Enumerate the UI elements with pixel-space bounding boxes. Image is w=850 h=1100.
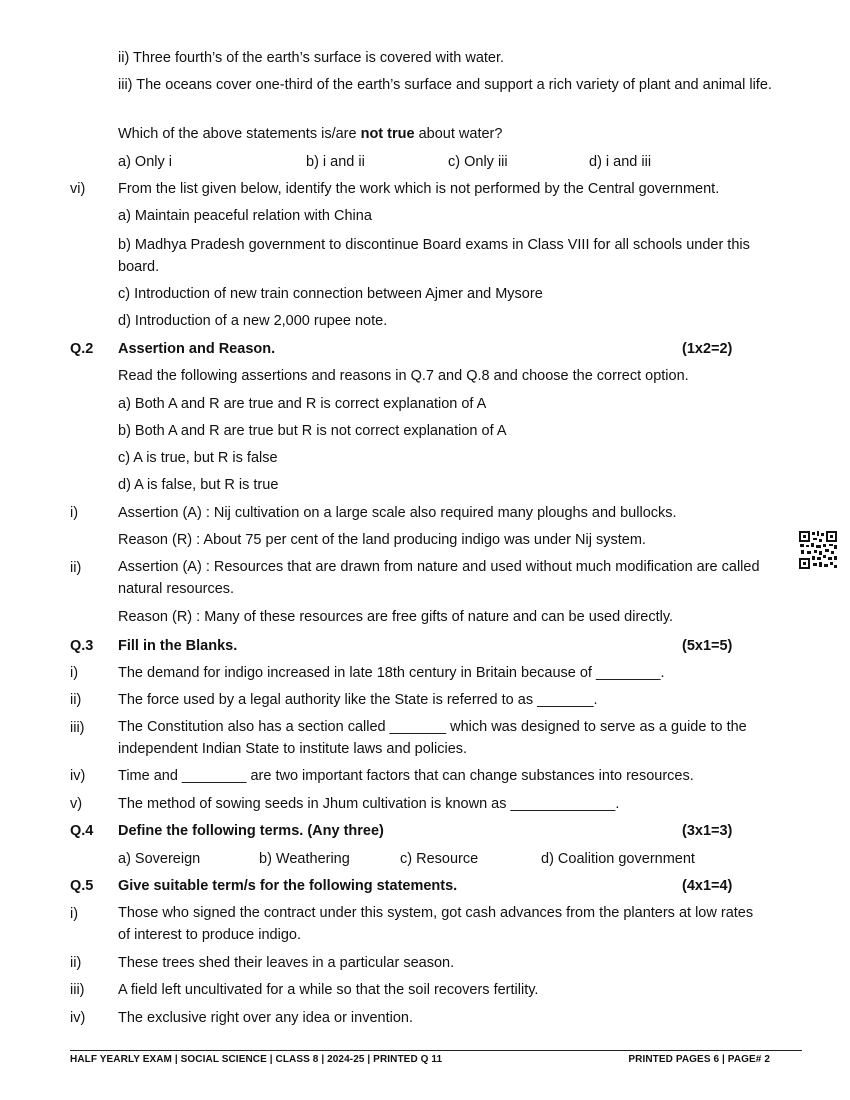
q3-item-number: v) bbox=[70, 796, 83, 812]
q2-number: Q.2 bbox=[70, 341, 94, 357]
option-b: b) i and ii bbox=[306, 154, 365, 170]
statement-iii: iii) The oceans cover one-third of the earth’s surface and support a rich variety of plant and animal life. bbox=[118, 77, 772, 93]
q2-i-assertion: Assertion (A) : Nij cultivation on a large scale also required many ploughs and bullocks. bbox=[118, 505, 677, 521]
q3-item-text: The method of sowing seeds in Jhum cultivation is known as _____________. bbox=[118, 796, 620, 812]
q2-ii-assertion: Assertion (A) : Resources that are drawn from nature and used without much modification are called natural resources. bbox=[118, 559, 760, 597]
q5-marks: (4x1=4) bbox=[682, 878, 733, 894]
q5-item-number: iv) bbox=[70, 1010, 86, 1026]
question-vi-number: vi) bbox=[70, 181, 86, 197]
q3-item-number: iii) bbox=[70, 720, 85, 736]
q2-i-number: i) bbox=[70, 505, 79, 521]
option-c: c) Only iii bbox=[448, 154, 508, 170]
q3-item-number: ii) bbox=[70, 692, 82, 708]
statement-ii: ii) Three fourth’s of the earth’s surface is covered with water. bbox=[118, 50, 505, 66]
q4-term: c) Resource bbox=[400, 851, 479, 867]
footer-divider bbox=[70, 1050, 802, 1051]
prompt-bold: not true bbox=[360, 126, 415, 142]
question-prompt bbox=[118, 125, 502, 143]
footer-exam-info: HALF YEARLY EXAM | SOCIAL SCIENCE | CLASS 8 | 2024-25 | PRINTED Q 11 bbox=[70, 1054, 443, 1065]
q3-item-text: The Constitution also has a section called _______ which was designed to serve as a guide to the independent Indian State to institute laws and policies. bbox=[118, 719, 747, 757]
question-vi-text: From the list given below, identify the work which is not performed by the Central government. bbox=[118, 181, 720, 197]
q2-title: Assertion and Reason. bbox=[118, 341, 276, 357]
q2-ii-reason: Reason (R) : Many of these resources are free gifts of nature and can be used directly. bbox=[118, 609, 674, 625]
qr-code-icon bbox=[798, 530, 838, 570]
q4-term: d) Coalition government bbox=[541, 851, 695, 867]
q3-marks: (5x1=5) bbox=[682, 638, 733, 654]
q3-item-text: The force used by a legal authority like the State is referred to as _______. bbox=[118, 692, 598, 708]
option-d: d) i and iii bbox=[589, 154, 652, 170]
q3-item-number: i) bbox=[70, 665, 79, 681]
q3-item-text: Time and ________ are two important factors that can change substances into resources. bbox=[118, 768, 694, 784]
q5-item-text: A field left uncultivated for a while so that the soil recovers fertility. bbox=[118, 982, 539, 998]
q2-option-b: b) Both A and R are true but R is not correct explanation of A bbox=[118, 423, 507, 439]
q3-item-number: iv) bbox=[70, 768, 86, 784]
q5-item-text: These trees shed their leaves in a particular season. bbox=[118, 955, 455, 971]
q2-option-d: d) A is false, but R is true bbox=[118, 477, 279, 493]
footer-page-info: PRINTED PAGES 6 | PAGE# 2 bbox=[628, 1054, 770, 1065]
q2-option-c: c) A is true, but R is false bbox=[118, 450, 278, 466]
q4-number: Q.4 bbox=[70, 823, 94, 839]
q5-item-number: i) bbox=[70, 906, 79, 922]
question-vi-option-d: d) Introduction of a new 2,000 rupee note. bbox=[118, 313, 388, 329]
q4-marks: (3x1=3) bbox=[682, 823, 733, 839]
q4-title: Define the following terms. (Any three) bbox=[118, 823, 384, 839]
q4-term: a) Sovereign bbox=[118, 851, 201, 867]
q5-item-number: ii) bbox=[70, 955, 82, 971]
prompt-post: about water? bbox=[414, 126, 503, 142]
q3-title: Fill in the Blanks. bbox=[118, 638, 238, 654]
q2-option-a: a) Both A and R are true and R is correct explanation of A bbox=[118, 396, 487, 412]
question-vi-option-c: c) Introduction of new train connection between Ajmer and Mysore bbox=[118, 286, 543, 302]
q3-number: Q.3 bbox=[70, 638, 94, 654]
q4-term: b) Weathering bbox=[259, 851, 350, 867]
q5-title: Give suitable term/s for the following statements. bbox=[118, 878, 458, 894]
q5-item-number: iii) bbox=[70, 982, 85, 998]
q5-number: Q.5 bbox=[70, 878, 94, 894]
q5-item-text: Those who signed the contract under this system, got cash advances from the planters at low rates of interest to produce indigo. bbox=[118, 905, 754, 943]
q5-item-text: The exclusive right over any idea or invention. bbox=[118, 1010, 413, 1026]
q2-marks: (1x2=2) bbox=[682, 341, 733, 357]
question-vi-option-b: b) Madhya Pradesh government to discontinue Board exams in Class VIII for all schools under this board. bbox=[118, 237, 750, 275]
prompt-pre: Which of the above statements is/are bbox=[118, 126, 361, 142]
q2-ii-number: ii) bbox=[70, 560, 82, 576]
option-a: a) Only i bbox=[118, 154, 172, 170]
q2-i-reason: Reason (R) : About 75 per cent of the land producing indigo was under Nij system. bbox=[118, 532, 646, 548]
question-vi-option-a: a) Maintain peaceful relation with China bbox=[118, 208, 372, 224]
q2-intro: Read the following assertions and reasons in Q.7 and Q.8 and choose the correct option. bbox=[118, 368, 689, 384]
q3-item-text: The demand for indigo increased in late 18th century in Britain because of ________. bbox=[118, 665, 665, 681]
